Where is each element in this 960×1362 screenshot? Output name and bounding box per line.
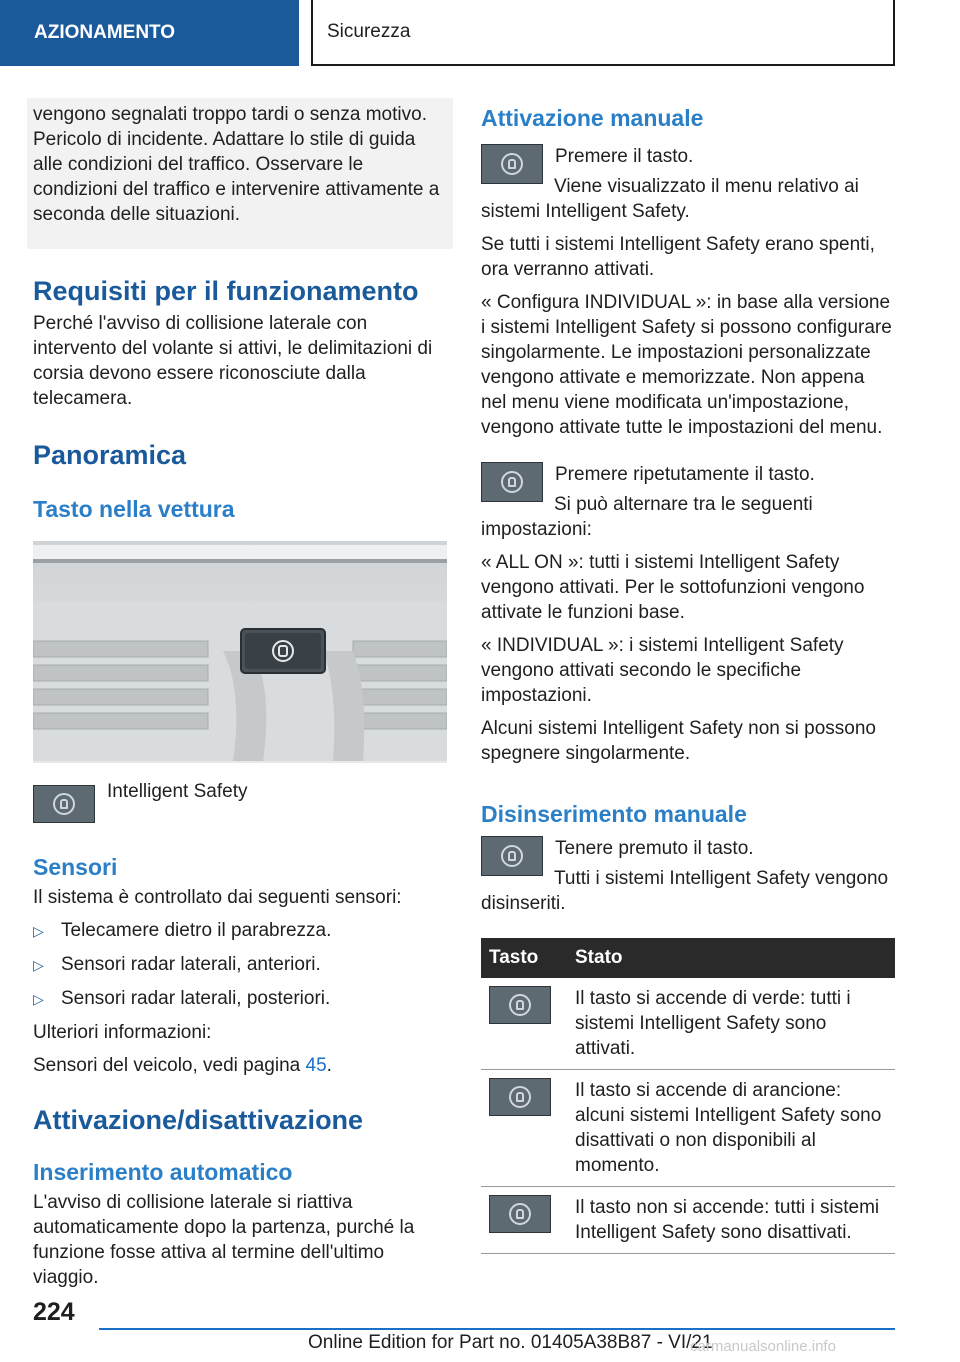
press-key-text: Premere il tasto.	[555, 146, 694, 167]
button-orange-icon	[489, 1078, 551, 1116]
intelligent-safety-button-icon	[33, 785, 95, 823]
table-row	[481, 978, 895, 1070]
triangle-bullet-icon: ▷	[33, 923, 44, 939]
left-column	[33, 96, 447, 1290]
list-item: ▷ Sensori radar laterali, posteriori.	[33, 986, 447, 1012]
watermark-text: carmanualsonline.info	[690, 1338, 836, 1355]
auto-text: L'avviso di collisione laterale si riattiva automaticamente dopo la partenza, purché la funzione fosse attiva al termine dell'ultimo viaggio.	[33, 1192, 415, 1288]
intelligent-safety-button-icon	[481, 144, 543, 184]
intelligent-safety-button-icon	[481, 836, 543, 876]
sensors-intro: Il sistema è controllato dai seguenti sensori:	[33, 887, 402, 908]
triangle-bullet-icon: ▷	[33, 957, 44, 973]
hold-key-text: Tenere premuto il tasto.	[555, 838, 754, 859]
individual-config-text: « Configura INDIVIDUAL »: in base alla versione i sistemi Intelligent Safety si possono configurare singolarmente. Le impostazioni personalizzate vengono attivate e memorizzate. Non appena nel menu viene modificata un'impostazione, vengono attivate tutte le impostazioni del menu.	[481, 292, 892, 438]
table-cell: Il tasto non si accende: tutti i sistemi Intelligent Safety sono disattivati.	[567, 1187, 895, 1254]
dashboard-button-photo	[33, 541, 447, 763]
list-item: ▷ Telecamere dietro il parabrezza.	[33, 918, 447, 944]
col-header-state: Stato	[567, 938, 895, 978]
button-off-icon	[489, 1195, 551, 1233]
button-heading: Tasto nella vettura	[33, 496, 235, 522]
sensors-heading: Sensori	[33, 854, 118, 880]
table-row	[481, 1187, 895, 1254]
right-column	[481, 104, 895, 1254]
status-table	[481, 938, 895, 1254]
intelligent-safety-button-icon	[481, 462, 543, 502]
manual-on-heading: Attivazione manuale	[481, 105, 704, 131]
more-info-label: Ulteriori informazioni:	[33, 1022, 212, 1043]
chapter-tab	[0, 0, 299, 66]
table-cell: Il tasto si accende di arancione: alcuni sistemi Intelligent Safety sono disattivati o non disponibili al momento.	[567, 1070, 895, 1187]
page-number: 224	[33, 1298, 75, 1326]
triangle-bullet-icon: ▷	[33, 991, 44, 1007]
section-header	[311, 0, 895, 66]
list-item: ▷ Sensori radar laterali, anteriori.	[33, 952, 447, 978]
edition-text: Online Edition for Part no. 01405A38B87 - VI/21	[308, 1332, 713, 1353]
some-systems-text: Alcuni sistemi Intelligent Safety non si possono spegnere singolarmente.	[481, 718, 876, 764]
all-disabled-text: Tutti i sistemi Intelligent Safety vengono disinseriti.	[481, 868, 889, 914]
all-on-text: « ALL ON »: tutti i sistemi Intelligent Safety vengono attivati. Per le sottofunzioni vengono attivate le funzioni base.	[481, 552, 865, 623]
all-off-text: Se tutti i sistemi Intelligent Safety erano spenti, ora verranno attivati.	[481, 234, 875, 280]
section-title: Sicurezza	[327, 21, 411, 42]
table-cell: Il tasto si accende di verde: tutti i sistemi Intelligent Safety sono attivati.	[567, 978, 895, 1070]
footer-divider	[99, 1328, 895, 1330]
warning-box	[27, 98, 453, 249]
overview-heading: Panoramica	[33, 440, 187, 470]
button-label: Intelligent Safety	[107, 781, 248, 802]
requirements-heading: Requisiti per il funzionamento	[33, 276, 419, 306]
button-green-icon	[489, 986, 551, 1024]
auto-heading: Inserimento automatico	[33, 1159, 293, 1185]
warning-text: vengono segnalati troppo tardi o senza motivo. Pericolo di incidente. Adattare lo stile di guida alle condizioni del traffico. Osservare le condizioni del traffico e intervenire attivamente a seconda delle situazioni.	[33, 104, 440, 225]
toggle-text: Si può alternare tra le seguenti impostazioni:	[481, 494, 813, 540]
more-info-line: Sensori del veicolo, vedi pagina 45.	[33, 1055, 332, 1076]
chapter-title: AZIONAMENTO	[34, 22, 176, 43]
page-link[interactable]: 45	[305, 1055, 327, 1076]
individual-text: « INDIVIDUAL »: i sistemi Intelligent Safety vengono attivati secondo le specifiche impostazioni.	[481, 635, 844, 706]
button-legend-row	[33, 779, 447, 823]
col-header-key: Tasto	[481, 938, 567, 978]
press-repeat-text: Premere ripetutamente il tasto.	[555, 464, 815, 485]
table-row	[481, 1070, 895, 1187]
sensors-list	[33, 918, 447, 1012]
activation-heading: Attivazione/disattivazione	[33, 1105, 364, 1135]
menu-shown-text: Viene visualizzato il menu relativo ai sistemi Intelligent Safety.	[481, 176, 859, 222]
requirements-text: Perché l'avviso di collisione laterale con intervento del volante si attivi, le delimitazioni di corsia devono essere riconosciute dalla telecamera.	[33, 313, 433, 409]
manual-off-heading: Disinserimento manuale	[481, 801, 747, 827]
